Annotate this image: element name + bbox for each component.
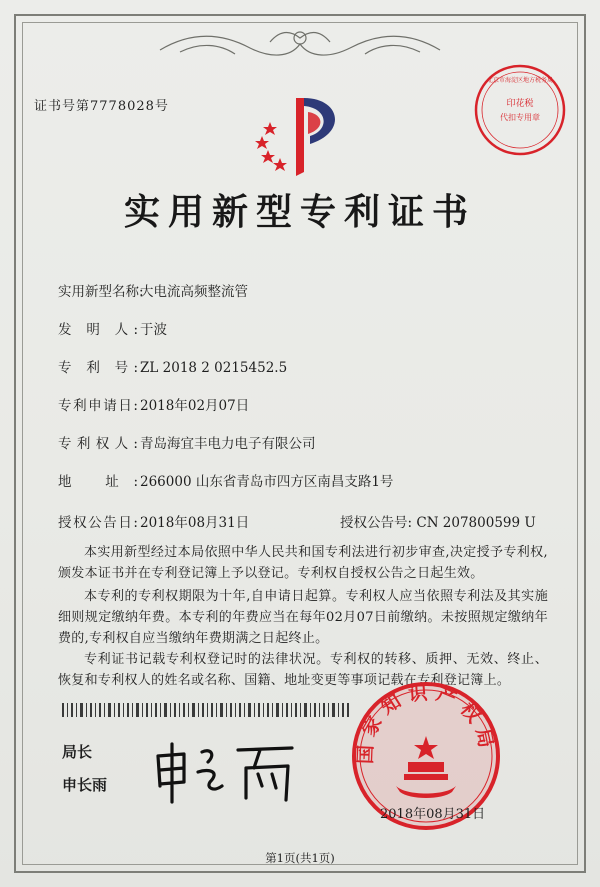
patentee-label: 专利权人: [58,436,138,452]
svg-text:国家知识产权局: 国家知识产权局 [354,681,499,765]
utility-name-label: 实用新型名称: [58,284,144,300]
field-patentee [58,432,316,452]
inventor-label: 发 明 人: [58,322,138,338]
director-name: 申长雨 [62,776,108,794]
field-inventor [58,318,167,338]
field-utility-name [58,280,248,300]
svg-text:代扣专用章: 代扣专用章 [500,113,540,122]
field-grant-date [58,511,249,531]
handwritten-signature [150,738,310,808]
seal-date: 2018年08月31日 [380,807,486,822]
filing-date-value: 2018年02月07日 [140,398,250,414]
director-role: 局长 [62,743,93,761]
patentee-value: 青岛海宜丰电力电子有限公司 [140,436,316,452]
patent-number-label: 专 利 号: [58,360,138,376]
field-patent-number [58,356,287,376]
body-paragraph-2: 本专利的专利权期限为十年,自申请日起算。专利权人应当依照专利法及其实施细则规定缴纳年费。本专利的年费应当在每年02月07日前缴纳。未按照规定缴纳年费的,专利权自应当缴纳年费期满之日起终止。 [58,589,548,646]
certificate-number: 证书号第7778028号 [34,99,169,114]
cnipa-logo-icon [248,92,358,182]
svg-text:印花税: 印花税 [506,99,534,109]
utility-name-value: 大电流高频整流管 [140,284,248,300]
svg-text:北京市海淀区地方税务局: 北京市海淀区地方税务局 [486,77,554,84]
body-paragraph-3: 专利证书记载专利权登记时的法律状况。专利权的转移、质押、无效、终止、恢复和专利权人的姓名或名称、国籍、地址变更等事项记载在专利登记簿上。 [58,652,548,688]
grant-date-label: 授权公告日: [58,515,138,531]
barcode-strip [62,703,352,717]
field-grant-number [340,511,536,531]
body-paragraph-1: 本实用新型经过本局依照中华人民共和国专利法进行初步审查,决定授予专利权,颁发本证书并在专利登记簿上予以登记。专利权自授权公告之日起生效。 [58,545,548,581]
field-filing-date [58,394,249,414]
patent-number-value: ZL 2018 2 0215452.5 [140,360,288,376]
filing-date-label: 专利申请日: [58,398,138,414]
certificate-title: 实用新型专利证书 [123,191,476,233]
decorative-ornament [150,22,450,72]
page-footer: 第1页(共1页) [265,851,335,865]
inventor-value: 于波 [140,322,167,338]
field-address [58,470,393,490]
address-label: 地 址: [58,474,138,490]
tax-stamp-seal [470,60,570,160]
address-value: 266000 山东省青岛市四方区南昌支路1号 [140,474,394,490]
grant-number-value: CN 207800599 U [416,515,536,531]
grant-date-value: 2018年08月31日 [140,515,250,531]
grant-number-label: 授权公告号: [340,515,413,531]
